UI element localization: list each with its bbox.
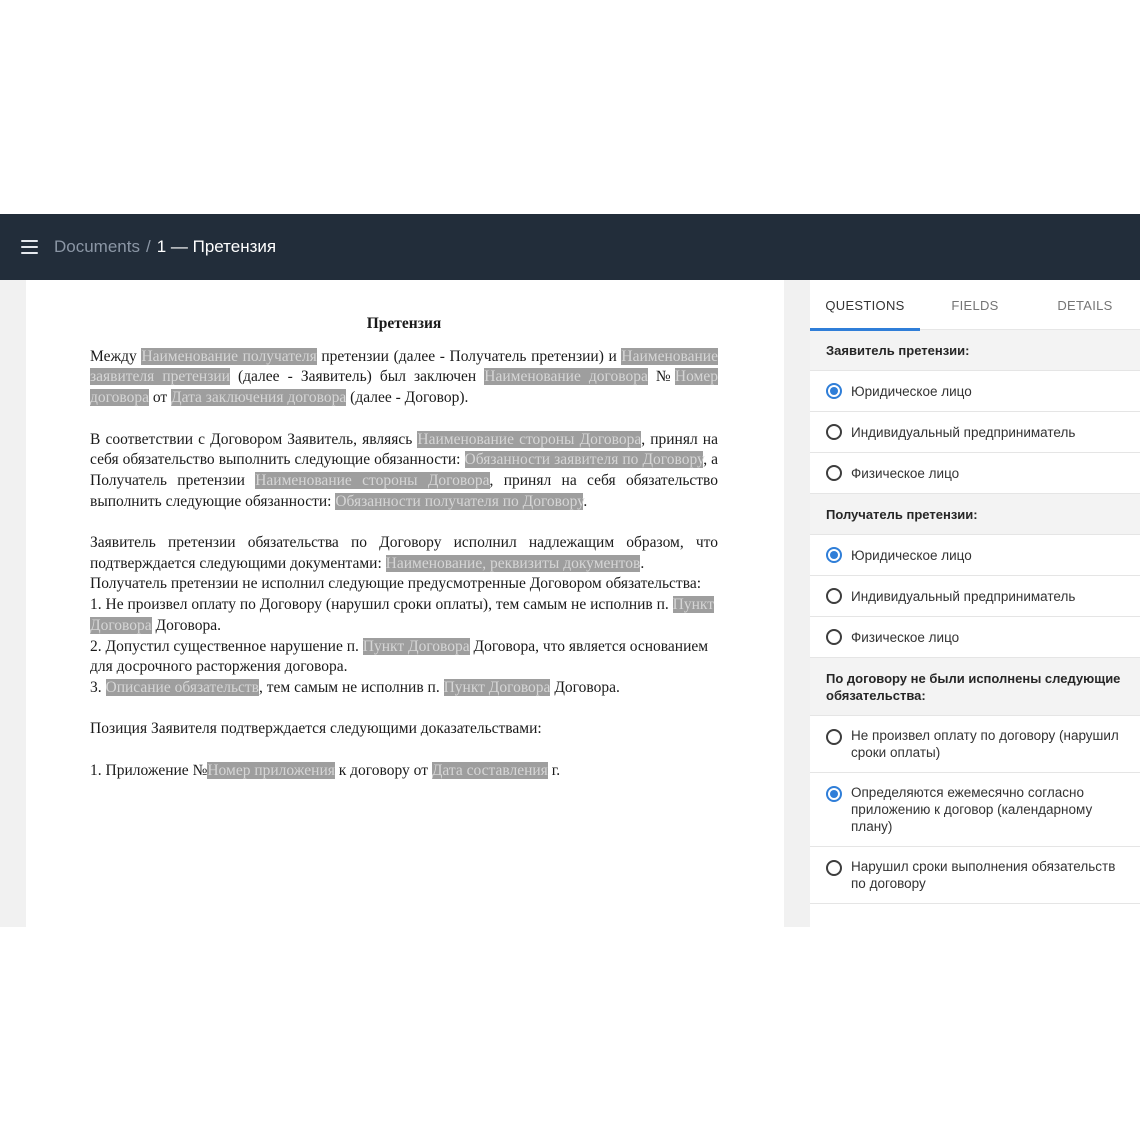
- panel-tabs: [810, 280, 1140, 330]
- radio-checked-icon: [826, 383, 842, 399]
- option-label: Не произвел оплату по договору (нарушил сроки оплаты): [851, 728, 1119, 760]
- placeholder-attachment-number[interactable]: Номер приложения: [207, 761, 335, 779]
- document-title: Претензия: [366, 315, 442, 332]
- option-recipient-individual[interactable]: [810, 617, 1140, 658]
- paragraph-not-fulfilled: Получатель претензии не исполнил следующие предусмотренные Договором обязательства:: [90, 575, 702, 593]
- option-recipient-legal-entity[interactable]: [810, 535, 1140, 576]
- placeholder-claimant-name[interactable]: Наименование заявителя претензии: [90, 347, 718, 386]
- radio-unchecked-icon: [826, 465, 842, 481]
- option-label: Физическое лицо: [851, 465, 960, 481]
- placeholder-contract-clause[interactable]: Пункт Договора: [443, 678, 551, 696]
- radio-unchecked-icon: [826, 729, 842, 745]
- menu-button[interactable]: [0, 214, 58, 280]
- questions-panel: [810, 280, 1140, 927]
- top-bar: [0, 214, 1140, 280]
- paragraph-obligations: В соответствии с Договором Заявитель, являясь Наименование стороны Договора, принял на себя обязательство выполнить следующие обязанности: Обязанности заявителя по Договору, а Получатель претензии Наименование стороны Договора, принял на себя обязательство выполнить следующие обязанности: Обязанности получателя по Договору.: [90, 430, 719, 510]
- option-label: Юридическое лицо: [851, 383, 972, 399]
- placeholder-party-name[interactable]: Наименование стороны Договора: [255, 471, 490, 489]
- paragraph-evidence: Позиция Заявителя подтверждается следующими доказательствами:: [90, 720, 542, 738]
- document-body: [90, 314, 718, 781]
- placeholder-documents[interactable]: Наименование, реквизиты документов: [385, 554, 641, 572]
- radio-unchecked-icon: [826, 860, 842, 876]
- list-item-3: 3. Описание обязательств, тем самым не исполнив п. Пункт Договора Договора.: [90, 678, 620, 696]
- paragraph-parties: Между Наименование получателя претензии (далее - Получатель претензии) и Наименование заявителя претензии (далее - Заявитель) был заключен Наименование договора №Номер договора от Дата заключения договора (далее - Договор).: [90, 347, 718, 407]
- tab-details[interactable]: DETAILS: [1057, 297, 1113, 313]
- document-area: [0, 280, 790, 927]
- option-label: Нарушил сроки выполнения обязательств по договору: [851, 859, 1116, 891]
- breadcrumb-documents-link[interactable]: Documents: [54, 237, 140, 256]
- breadcrumb-separator: /: [145, 237, 151, 256]
- radio-checked-icon: [826, 786, 842, 802]
- placeholder-claimant-duties[interactable]: Обязанности заявителя по Договору: [464, 451, 704, 469]
- option-missed-deadlines[interactable]: [810, 847, 1140, 904]
- placeholder-recipient-duties[interactable]: Обязанности получателя по Договору: [335, 492, 584, 510]
- question-claimant-title: Заявитель претензии:: [810, 330, 1140, 371]
- tab-fields[interactable]: FIELDS: [951, 297, 999, 313]
- option-label: Определяются ежемесячно согласно приложению к договор (календарному плану): [851, 785, 1093, 834]
- radio-checked-icon: [826, 547, 842, 563]
- option-label: Индивидуальный предприниматель: [851, 424, 1076, 440]
- option-recipient-entrepreneur[interactable]: [810, 576, 1140, 617]
- option-claimant-individual[interactable]: [810, 453, 1140, 494]
- radio-unchecked-icon: [826, 629, 842, 645]
- document-page: [26, 280, 784, 927]
- radio-unchecked-icon: [826, 424, 842, 440]
- list-item-2: 2. Допустил существенное нарушение п. Пункт Договора Договора, что является основанием для досрочного расторжения договора.: [90, 637, 709, 676]
- paragraph-fulfilled: Заявитель претензии обязательства по Договору исполнил надлежащим образом, что подтверждается следующими документами: Наименование, реквизиты документов.: [90, 534, 718, 572]
- option-claimant-legal-entity[interactable]: [810, 371, 1140, 412]
- placeholder-contract-clause[interactable]: Пункт Договора: [90, 596, 715, 634]
- hamburger-menu-icon: [21, 240, 38, 254]
- radio-unchecked-icon: [826, 588, 842, 604]
- placeholder-attachment-date[interactable]: Дата составления: [431, 761, 548, 779]
- breadcrumb: [54, 237, 276, 257]
- placeholder-contract-date[interactable]: Дата заключения договора: [171, 389, 347, 407]
- option-label: Индивидуальный предприниматель: [851, 588, 1076, 604]
- option-monthly-plan[interactable]: [810, 773, 1140, 847]
- tab-questions[interactable]: QUESTIONS: [810, 280, 920, 330]
- option-no-payment[interactable]: [810, 716, 1140, 773]
- option-claimant-entrepreneur[interactable]: [810, 412, 1140, 453]
- option-label: Юридическое лицо: [851, 547, 972, 563]
- placeholder-contract-number[interactable]: Номер договора: [90, 368, 718, 407]
- paragraph-attachment: 1. Приложение №Номер приложения к договору от Дата составления г.: [90, 761, 561, 779]
- app-window: [0, 214, 1140, 927]
- list-item-1: 1. Не произвел оплату по Договору (нарушил сроки оплаты), тем самым не исполнив п. Пункт Договора Договора.: [90, 596, 715, 634]
- breadcrumb-current: 1 — Претензия: [156, 237, 277, 256]
- placeholder-contract-clause[interactable]: Пункт Договора: [362, 637, 470, 655]
- option-label: Физическое лицо: [851, 629, 960, 645]
- placeholder-obligation-description[interactable]: Описание обязательств: [105, 678, 259, 696]
- placeholder-party-name[interactable]: Наименование стороны Договора: [417, 430, 642, 448]
- placeholder-contract-name[interactable]: Наименование договора: [484, 368, 648, 386]
- question-obligations-title: По договору не были исполнены следующие обязательства:: [810, 658, 1140, 716]
- placeholder-recipient-name[interactable]: Наименование получателя: [141, 347, 317, 365]
- question-recipient-title: Получатель претензии:: [810, 494, 1140, 535]
